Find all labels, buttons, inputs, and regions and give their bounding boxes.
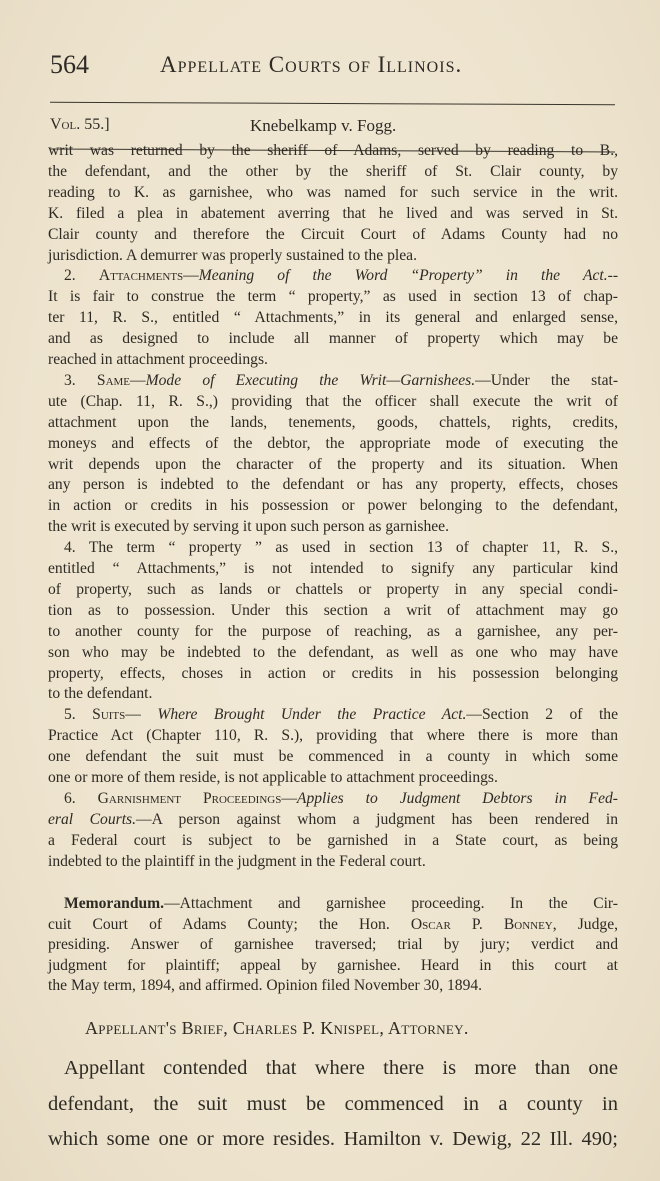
text-line (48, 831, 618, 851)
text-line (64, 894, 618, 914)
text-line (48, 329, 618, 349)
text-line (48, 287, 618, 307)
text-segment: tion as to possession. Under this section a writ of attachment may go (48, 601, 618, 619)
text-line (48, 475, 618, 495)
text-segment: 4. The term “ property ” as used in section 13 of chapter 11, R. S., (64, 539, 618, 557)
text-segment: one or more of them reside, is not applicable to attachment proceedings. (48, 769, 498, 786)
brief-heading: Appellant's Brief, Charles P. Knispel, Attorney. (85, 1018, 469, 1038)
text-segment: indebted to the plaintiff in the judgment in the Federal court. (48, 852, 426, 870)
text-segment: Practice Act (Chapter 110, R. S.), providing that where there is more than (48, 727, 618, 745)
text-line (64, 705, 618, 725)
text-line (48, 915, 618, 935)
text-segment: attachment upon the lands, tenements, goods, chattels, rights, credits, (48, 413, 618, 431)
running-title: Appellate Courts of Illinois. (160, 52, 463, 77)
text-segment: jurisdiction. A demurrer was properly sustained to the plea. (48, 246, 417, 264)
text-line (48, 559, 618, 579)
text-segment: son who may be indebted to the defendant, as well as one who may have (48, 643, 618, 661)
text-line (48, 1126, 618, 1152)
text-segment: —A person against whom a judgment has been rendered in (136, 810, 618, 828)
text-segment: in action or credits in his possession or power belonging to the defendant, (48, 497, 618, 515)
text-segment: — (130, 371, 146, 389)
text-segment: one defendant the suit must be commenced in a county in which some (48, 748, 618, 766)
text-segment: ute (Chap. 11, R. S.,) providing that the officer shall execute the writ of (48, 392, 618, 410)
text-line (48, 768, 618, 788)
text-segment: any person is indebted to the defendant or has any property, effects, choses (48, 476, 618, 494)
text-segment: Garnishment Proceedings (97, 789, 282, 807)
text-segment: to the defendant. (48, 685, 153, 703)
text-segment: cuit Court of Adams County; the Hon. (48, 915, 411, 933)
text-segment: —Under the stat- (475, 371, 619, 389)
text-segment: — (125, 706, 158, 724)
text-segment: property, effects, choses in action or credits in his possession belonging (48, 664, 618, 682)
text-segment: K. filed a plea in abatement averring that he lived and was served in St. (48, 204, 618, 222)
text-segment: Meaning of the Word “Property” in the Act.-- (198, 267, 619, 285)
text-line (48, 204, 618, 224)
text-segment: judgment for plaintiff; appeal by garnishee. Heard in this court at (48, 956, 618, 974)
text-segment: entitled “ Attachments,” is not intended to signify any particular kind (48, 560, 618, 577)
text-line (48, 496, 618, 516)
text-segment: Attachments (98, 267, 184, 285)
text-segment: defendant, the suit must be commenced in a county in (48, 1092, 618, 1115)
text-segment: , Judge, (552, 915, 619, 933)
text-line (48, 350, 618, 370)
text-line (48, 246, 618, 266)
text-segment: writ depends upon the character of the property and its situation. When (48, 455, 618, 473)
text-line (48, 622, 618, 642)
text-segment: writ was returned by the sheriff of Adams, served by reading to B., (48, 142, 618, 159)
text-segment: Appellant contended that where there is more than one (64, 1057, 618, 1079)
text-line (48, 434, 618, 454)
text-line (48, 643, 618, 663)
text-segment: Where Brought Under the Practice Act. (157, 706, 467, 724)
text-segment: presiding. Answer of garnishee traversed; trial by jury; verdict and (48, 936, 618, 954)
text-line (48, 664, 618, 684)
text-segment: the writ is executed by serving it upon such person as garnishee. (48, 518, 450, 536)
text-segment: Memorandum. (64, 895, 165, 912)
text-segment: — (183, 267, 199, 285)
text-segment: eral Courts. (48, 810, 136, 828)
text-segment: 6. (64, 789, 98, 807)
text-line (48, 1091, 618, 1117)
text-segment: the May term, 1894, and affirmed. Opinion filed November 30, 1894. (48, 977, 483, 995)
text-segment: Clair county and therefore the Circuit Court of Adams County had no (48, 225, 618, 243)
text-segment: 3. (64, 371, 97, 389)
text-line (48, 956, 618, 976)
text-segment: the defendant, and the other by the sheriff of St. Clair county, by (48, 162, 618, 180)
text-line (48, 976, 618, 996)
text-segment: of property, such as lands or chattels or property in any special condi- (48, 580, 618, 598)
text-segment: Same (96, 371, 131, 389)
text-segment: —Section 2 of the (466, 706, 618, 724)
header-rule-top (50, 102, 615, 105)
text-segment: —Attachment and garnishee proceeding. In the Cir- (164, 895, 618, 912)
text-segment: It is fair to construe the term “ property,” as used in section 13 of chap- (48, 288, 618, 306)
text-line (48, 601, 618, 621)
text-segment: moneys and effects of the debtor, the appropriate mode of executing the (48, 434, 618, 452)
text-line (64, 789, 618, 809)
text-segment: Applies to Judgment Debtors in Fed- (296, 789, 618, 807)
text-line (48, 747, 618, 767)
text-line (64, 266, 618, 286)
text-segment: Suits (92, 706, 126, 724)
case-title: Knebelkamp v. Fogg. (250, 116, 397, 135)
text-segment: ter 11, R. S., entitled “ Attachments,” in its general and enlarged sense, (48, 309, 618, 327)
text-line (64, 371, 618, 391)
text-line (48, 517, 618, 537)
text-line (48, 183, 618, 203)
text-segment: and as designed to include all manner of property which may be (48, 330, 618, 348)
text-line (48, 810, 618, 830)
text-line (48, 455, 618, 475)
text-segment: 5. (64, 706, 93, 724)
text-line (48, 162, 618, 182)
page-number: 564 (50, 50, 89, 79)
text-line (64, 1055, 618, 1081)
text-segment: reading to K. as garnishee, who was named for such service in the writ. (48, 183, 618, 201)
volume-label: Vol. 55.] (50, 116, 110, 133)
text-segment: which some one or more resides. Hamilton v. Dewig, 22 Ill. 490; (48, 1128, 618, 1150)
text-line (48, 413, 618, 433)
text-line (48, 935, 618, 955)
text-segment: to another county for the purpose of reaching, as a garnishee, any per- (48, 622, 618, 640)
text-segment: a Federal court is subject to be garnished in a State court, as being (48, 831, 618, 849)
text-line (48, 225, 618, 245)
text-line (48, 684, 618, 704)
text-segment: — (281, 789, 297, 807)
text-line (48, 308, 618, 328)
text-line (48, 852, 618, 872)
text-line (48, 141, 618, 161)
text-line (48, 726, 618, 746)
text-line (48, 392, 618, 412)
text-line (64, 538, 618, 558)
text-line (48, 580, 618, 600)
text-segment: Oscar P. Bonney (410, 915, 553, 933)
text-segment: 2. (64, 267, 99, 285)
text-segment: Mode of Executing the Writ—Garnishees. (145, 371, 476, 389)
text-segment: reached in attachment proceedings. (48, 351, 268, 368)
